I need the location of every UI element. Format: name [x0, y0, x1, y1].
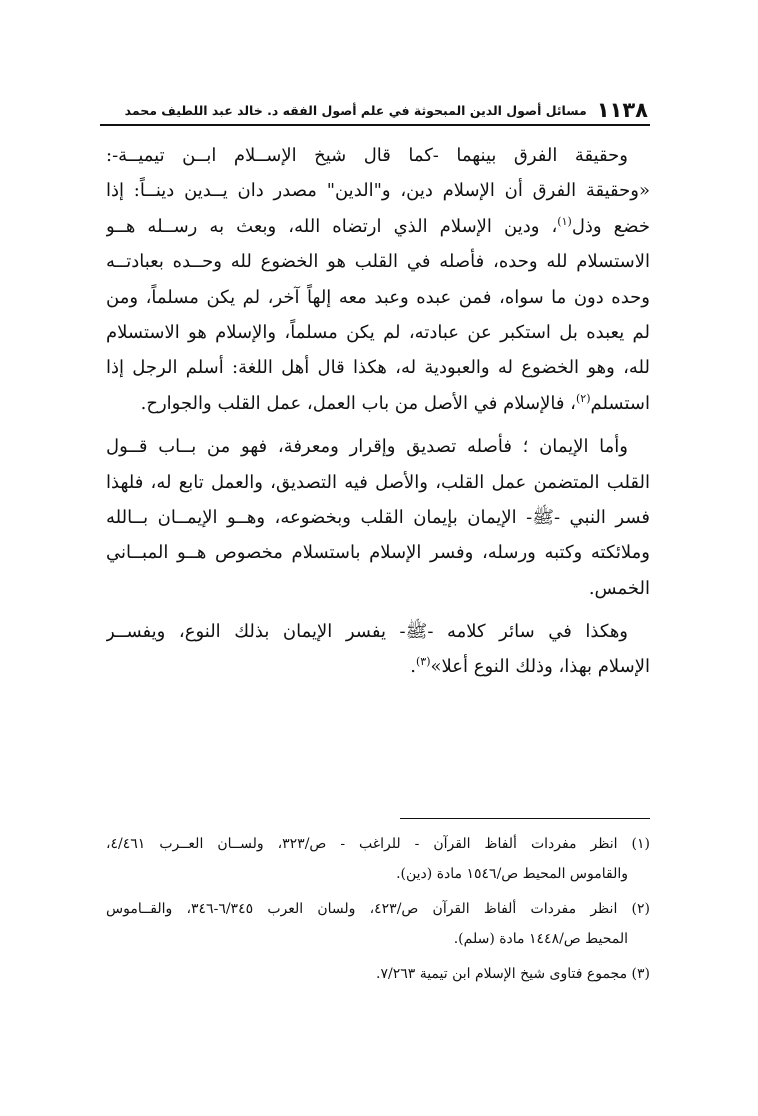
- footnote-2-cont: المحيط ص/١٤٤٨ مادة (سلم).: [453, 930, 628, 947]
- text-line: لله، وهو الخضوع له والعبودية له، هكذا قال أهل اللغة: أسلم الرجل إذا: [106, 357, 650, 379]
- text-line: [106, 209, 650, 244]
- footnote-2: (٢) انظر مفردات ألفاظ القرآن ص/٤٢٣، ولسان العرب ٦/٣٤٥-٣٤٦، والقــاموس: [106, 901, 650, 917]
- text-line: الخمس.: [588, 577, 650, 599]
- footnote-1-cont: والقاموس المحيط ص/١٥٤٦ مادة (دين).: [396, 865, 628, 882]
- text-segment: .: [410, 656, 416, 678]
- text-line: لم يعبده بل استكبر عن عبادته، لم يكن مسلماً، والإسلام هو الاستسلام: [106, 321, 650, 343]
- text-segment: خضع وذل: [571, 215, 650, 237]
- footnote-3: (٣) مجموع فتاوى شيخ الإسلام ابن تيمية ٧/٢٦٣.: [376, 966, 650, 982]
- text-line: وحقيقة الفرق بينهما -كما قال شيخ الإســلام ابــن تيميــة-:: [106, 145, 628, 166]
- page-number: ١١٣٨: [596, 98, 648, 122]
- header-rule: [100, 124, 650, 126]
- footnote-1: (١) انظر مفردات ألفاظ القرآن - للراغب - ص/٣٢٣، ولســان العــرب ٤/٤٦١،: [106, 836, 650, 852]
- text-line: الاستسلام لله وحده، فأصله في القلب هو الخضوع لله وحــده بعبادتــه: [106, 251, 650, 273]
- header-title: مسائل أصول الدين المبحوثة في علم أصول الفقه د. خالد عبد اللطيف محمد: [124, 103, 587, 118]
- text-line: وحده دون ما سواه، فمن عبده وعبد معه إلهاً آخر، لم يكن مسلماً، ومن: [106, 286, 650, 308]
- text-segment: ، ودين الإسلام الذي ارتضاه الله، وبعث به رســله هــو: [106, 215, 558, 237]
- footnote-ref: (١): [557, 214, 572, 228]
- running-header: [102, 94, 648, 122]
- footnotes: [106, 830, 650, 990]
- text-segment: ، فالإسلام في الأصل من باب العمل، عمل القلب والجوارح.: [140, 392, 576, 414]
- footnote-ref: (٣): [415, 655, 431, 669]
- text-line: [106, 386, 650, 421]
- text-segment: الإسلام بهذا، وذلك النوع أعلا»: [430, 656, 650, 678]
- text-segment: استسلم: [590, 392, 650, 414]
- text-line: [106, 649, 650, 684]
- text-line: وهكذا في سائر كلامه -ﷺ- يفسر الإيمان بذلك النوع، ويفســر: [106, 621, 628, 643]
- text-line: فسر النبي -ﷺ- الإيمان بإيمان القلب وبخضوعه، وهــو الإيمــان بــالله: [106, 506, 650, 528]
- footnote-rule: [400, 818, 650, 819]
- text-line: وملائكته وكتبه ورسله، وفسر الإسلام باستسلام مخصوص هــو المبــاني: [106, 542, 650, 564]
- text-line: وأما الإيمان ؛ فأصله تصديق وإقرار ومعرفة، فهو من بــاب قــول: [106, 436, 628, 458]
- text-line: «وحقيقة الفرق أن الإسلام دين، و"الدين" مصدر دان يــدين دينــاً: إذا: [106, 180, 650, 202]
- text-line: القلب المتضمن عمل القلب، والأصل فيه التصديق، والعمل تابع له، فلهذا: [106, 471, 650, 493]
- main-text: [106, 138, 650, 685]
- footnote-ref: (٢): [575, 391, 591, 405]
